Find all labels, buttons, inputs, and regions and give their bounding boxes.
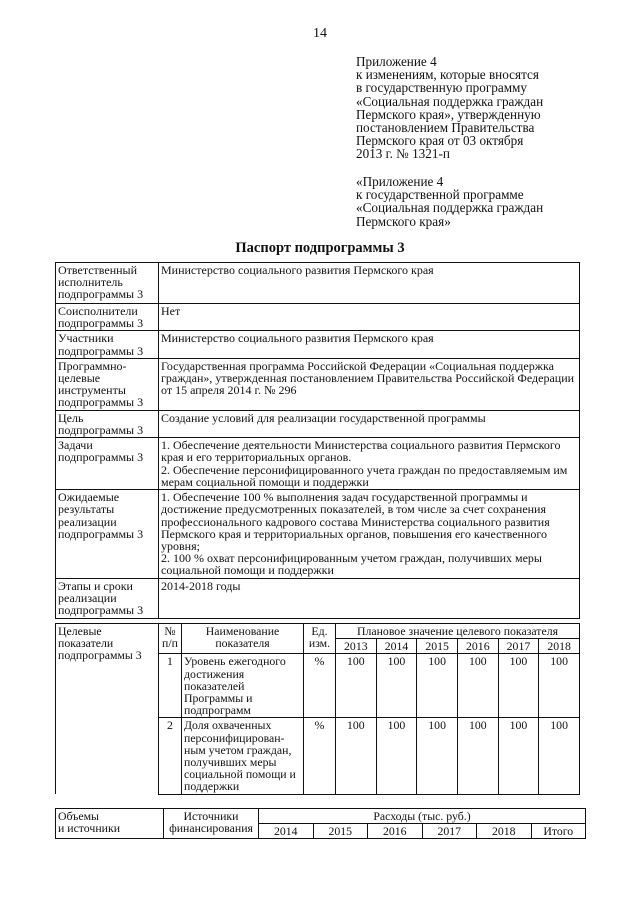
indicator-value: 100 — [539, 654, 580, 718]
passport-value: 1. Обеспечение деятельности Министерства социального развития Пермского края и его территориальных органов. 2. Обеспечение персонифицированного учета граждан по предоставляемым им мерам социальной помощи и поддержки — [159, 438, 580, 490]
plan-header: Плановое значение целевого показателя — [336, 624, 580, 639]
indicator-value: 100 — [336, 718, 377, 794]
indicator-num: 2 — [159, 718, 182, 794]
indicator-value: 100 — [336, 654, 377, 718]
passport-label: Соисполнители подпрограммы 3 — [56, 304, 159, 331]
year-cell: 2016 — [457, 639, 498, 654]
year-cell: 2018 — [539, 639, 580, 654]
passport-value: Министерство социального развития Пермского края — [159, 263, 580, 304]
indicator-value: 100 — [417, 654, 458, 718]
passport-value: Государственная программа Российской Федерации «Социальная поддержка граждан», утвержденная постановлением Правительства Российской Федерации от 15 апреля 2014 г. № 296 — [159, 358, 580, 410]
year-cell: 2013 — [336, 639, 377, 654]
passport-label: Участники подпрограммы 3 — [56, 331, 159, 358]
passport-row — [56, 304, 580, 331]
num-header: № п/п — [159, 624, 182, 654]
sources-header: Источники финансирования — [164, 809, 259, 839]
financing-column: 2015 — [313, 824, 368, 839]
indicator-name: Доля охваченных персонифицирован-ным учетом граждан, получивших меры социальной помощи и поддержки — [182, 718, 304, 794]
annex-program-line: «Приложение 4 — [356, 174, 444, 189]
annex-change-line: Пермского края от 03 октября — [356, 133, 524, 149]
indicator-value: 100 — [376, 718, 417, 794]
passport-label: Цель подпрограммы 3 — [56, 410, 159, 437]
page-title: Паспорт подпрограммы 3 — [235, 240, 405, 256]
financing-column: 2016 — [368, 824, 423, 839]
page-number: 14 — [313, 26, 327, 41]
passport-label: Задачи подпрограммы 3 — [56, 438, 159, 490]
financing-header-row — [56, 809, 586, 824]
passport-row — [56, 263, 580, 304]
annex-change-line: в государственную программу — [356, 80, 527, 96]
passport-label: Этапы и сроки реализации подпрограммы 3 — [56, 578, 159, 618]
year-cell: 2014 — [376, 639, 417, 654]
passport-row — [56, 438, 580, 490]
annex-program-line: к государственной программе — [356, 187, 524, 203]
passport-row — [56, 410, 580, 437]
passport-value: 2014-2018 годы — [159, 578, 580, 618]
financing-column: 2018 — [477, 824, 532, 839]
indicators-label: Целевые показатели подпрограммы 3 — [56, 624, 159, 795]
indicator-unit: % — [304, 654, 336, 718]
financing-column: 2014 — [259, 824, 314, 839]
indicator-value: 100 — [498, 718, 539, 794]
indicator-value: 100 — [457, 654, 498, 718]
financing-column: 2017 — [422, 824, 477, 839]
indicators-header-row — [56, 624, 580, 639]
indicator-num: 1 — [159, 654, 182, 718]
indicator-value: 100 — [417, 718, 458, 794]
passport-table — [55, 262, 580, 619]
annex-change-line: к изменениям, которые вносятся — [356, 67, 539, 83]
year-cell: 2015 — [417, 639, 458, 654]
financing-column: Итого — [531, 824, 586, 839]
annex-program-block — [356, 175, 606, 228]
annex-change-line: 2013 г. № 1321-п — [356, 146, 450, 162]
indicators-table — [55, 623, 580, 795]
name-header: Наименование показателя — [182, 624, 304, 654]
passport-label: Ожидаемые результаты реализации подпрограммы 3 — [56, 490, 159, 578]
indicator-unit: % — [304, 718, 336, 794]
financing-table — [55, 808, 586, 839]
indicator-value: 100 — [457, 718, 498, 794]
passport-row — [56, 358, 580, 410]
passport-row — [56, 578, 580, 618]
expenses-header: Расходы (тыс. руб.) — [259, 809, 586, 824]
annex-program-line: «Социальная поддержка граждан — [356, 200, 544, 216]
passport-label: Ответственный исполнитель подпрограммы 3 — [56, 263, 159, 304]
annex-change-line: Пермского края», утвержденную — [356, 106, 541, 122]
indicator-value: 100 — [498, 654, 539, 718]
annex-change-line: Приложение 4 — [356, 54, 437, 69]
passport-value: Создание условий для реализации государственной программы — [159, 410, 580, 437]
annex-change-block — [356, 55, 606, 161]
indicator-value: 100 — [376, 654, 417, 718]
indicator-value: 100 — [539, 718, 580, 794]
passport-label: Программно- целевые инструменты подпрограммы 3 — [56, 358, 159, 410]
financing-label: Объемы и источники — [56, 809, 164, 839]
year-cell: 2017 — [498, 639, 539, 654]
unit-header: Ед. изм. — [304, 624, 336, 654]
annex-change-line: постановлением Правительства — [356, 120, 535, 136]
passport-value: 1. Обеспечение 100 % выполнения задач государственной программы и достижение предусмотренных показателей, в том числе за счет сохранения профессионального кадрового состава Министерства социального развития Пермского края и территориальных органов, повышения его качественного уровня; 2. 100 % охват персонифицированным учетом граждан, получивших меры социальной помощи и поддержки — [159, 490, 580, 578]
passport-value: Министерство социального развития Пермского края — [159, 331, 580, 358]
passport-value: Нет — [159, 304, 580, 331]
indicator-name: Уровень ежегодного достижения показателей Программы и подпрограмм — [182, 654, 304, 718]
annex-program-line: Пермского края» — [356, 213, 451, 229]
annex-change-line: «Социальная поддержка граждан — [356, 93, 544, 109]
passport-row — [56, 490, 580, 578]
passport-row — [56, 331, 580, 358]
